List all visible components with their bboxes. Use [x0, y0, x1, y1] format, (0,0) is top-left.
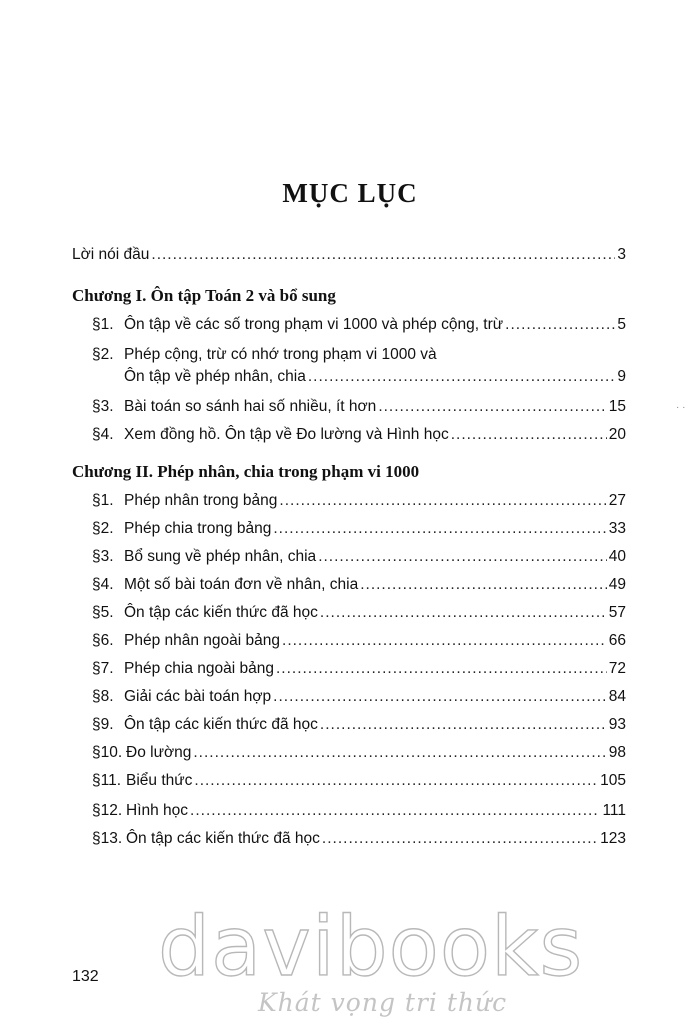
- toc-entry-label: Ôn tập các kiến thức đã học: [124, 716, 318, 733]
- section-number: §6.: [92, 632, 114, 649]
- toc-page-number: 40: [608, 548, 626, 565]
- toc-entry-label: Đo lường: [126, 744, 192, 761]
- toc-page-number: 98: [608, 744, 626, 761]
- toc-entry[interactable]: [92, 830, 626, 856]
- dot-leader: [194, 772, 598, 790]
- section-number: §8.: [92, 688, 114, 705]
- toc-page-number: 111: [602, 802, 626, 819]
- chapter-heading: Chương I. Ôn tập Toán 2 và bổ sung: [72, 286, 336, 305]
- dot-leader: [320, 604, 607, 622]
- section-number: §5.: [92, 604, 114, 621]
- toc-page-number: 49: [608, 576, 626, 593]
- toc-entry[interactable]: [92, 426, 626, 452]
- toc-page-number: 27: [608, 492, 626, 509]
- dot-leader: [505, 316, 615, 334]
- toc-entry-label: Lời nói đầu: [72, 246, 150, 263]
- section-number: §1.: [92, 492, 114, 509]
- dot-leader: [282, 632, 607, 650]
- toc-entry[interactable]: [92, 744, 626, 770]
- section-number: §10.: [92, 744, 123, 761]
- section-number: §9.: [92, 716, 114, 733]
- dot-leader: [193, 744, 606, 762]
- dot-leader: [378, 398, 606, 416]
- dot-leader: [151, 246, 615, 264]
- toc-entry-label: Phép nhân ngoài bảng: [124, 632, 281, 649]
- toc-entry[interactable]: [92, 802, 626, 828]
- toc-entry-label: Biểu thức: [126, 772, 193, 789]
- toc-entry[interactable]: [92, 576, 626, 602]
- toc-entry-label: Một số bài toán đơn về nhân, chia: [124, 576, 359, 593]
- toc-entry-label: Bổ sung về phép nhân, chia: [124, 548, 317, 565]
- dot-leader: [322, 830, 598, 848]
- toc-entry[interactable]: [92, 398, 626, 424]
- toc-page-number: 20: [608, 426, 626, 443]
- dot-leader: [318, 548, 607, 566]
- toc-entry[interactable]: [92, 604, 626, 630]
- toc-page-number: 66: [608, 632, 626, 649]
- dot-leader: [279, 492, 606, 510]
- toc-page-number: 57: [608, 604, 626, 621]
- toc-entry-label: Phép nhân trong bảng: [124, 492, 278, 509]
- dot-leader: [190, 802, 600, 820]
- toc-page-number: 5: [617, 316, 626, 333]
- toc-entry-label: Ôn tập về phép nhân, chia: [124, 368, 306, 385]
- section-number: §1.: [92, 316, 114, 333]
- toc-entry[interactable]: [92, 548, 626, 574]
- section-number: §11.: [92, 772, 122, 789]
- toc-entry-label: Phép chia trong bảng: [124, 520, 272, 537]
- toc-entry-label-line1: Phép cộng, trừ có nhớ trong phạm vi 1000 và: [124, 346, 437, 363]
- dot-leader: [308, 368, 616, 386]
- toc-entry-label: Xem đồng hồ. Ôn tập về Đo lường và Hình học: [124, 426, 449, 443]
- toc-entry-label: Bài toán so sánh hai số nhiều, ít hơn: [124, 398, 377, 415]
- section-number: §2.: [92, 520, 114, 537]
- toc-page-number: 72: [608, 660, 626, 677]
- toc-entry-label: Phép chia ngoài bảng: [124, 660, 274, 677]
- toc-entry[interactable]: [92, 492, 626, 518]
- toc-entry[interactable]: [92, 716, 626, 742]
- section-number: §12.: [92, 802, 123, 819]
- chapter-heading: Chương II. Phép nhân, chia trong phạm vi 1000: [72, 462, 420, 481]
- dot-leader: [320, 716, 607, 734]
- page-number: 132: [72, 968, 99, 985]
- section-number: §4.: [92, 426, 114, 443]
- toc-entry[interactable]: [124, 368, 626, 394]
- toc-page-number: 3: [617, 246, 626, 263]
- scan-speck: · ·: [676, 402, 686, 413]
- section-number: §7.: [92, 660, 114, 677]
- section-number: §13.: [92, 830, 123, 847]
- dot-leader: [451, 426, 607, 444]
- toc-entry[interactable]: [92, 520, 626, 546]
- toc-entry-label: Giải các bài toán hợp: [124, 688, 272, 705]
- dot-leader: [360, 576, 607, 594]
- toc-entry-preface[interactable]: [72, 246, 626, 272]
- toc-page-number: 123: [600, 830, 626, 847]
- toc-entry-label: Ôn tập các kiến thức đã học: [126, 830, 320, 847]
- section-number: §3.: [92, 398, 114, 415]
- dot-leader: [273, 520, 606, 538]
- dot-leader: [276, 660, 607, 678]
- toc-page-number: 33: [608, 520, 626, 537]
- watermark-brand: davibooks: [158, 900, 584, 995]
- toc-entry-label: Ôn tập các kiến thức đã học: [124, 604, 318, 621]
- toc-entry[interactable]: [92, 316, 626, 342]
- section-number: §2.: [92, 346, 114, 363]
- watermark-slogan: Khát vọng tri thức: [258, 988, 508, 1017]
- toc-page-number: 15: [608, 398, 626, 415]
- toc-page-number: 84: [608, 688, 626, 705]
- section-number: §4.: [92, 576, 114, 593]
- dot-leader: [273, 688, 607, 706]
- toc-entry-label: Hình học: [126, 802, 189, 819]
- toc-page-number: 93: [608, 716, 626, 733]
- toc-entry[interactable]: [92, 688, 626, 714]
- toc-page-number: 9: [617, 368, 626, 385]
- toc-entry[interactable]: [92, 632, 626, 658]
- toc-entry[interactable]: [92, 772, 626, 798]
- toc-entry[interactable]: [92, 660, 626, 686]
- toc-entry-label: Ôn tập về các số trong phạm vi 1000 và phép cộng, trừ: [124, 316, 504, 333]
- section-number: §3.: [92, 548, 114, 565]
- page-title: MỤC LỤC: [282, 178, 418, 208]
- toc-page-number: 105: [600, 772, 626, 789]
